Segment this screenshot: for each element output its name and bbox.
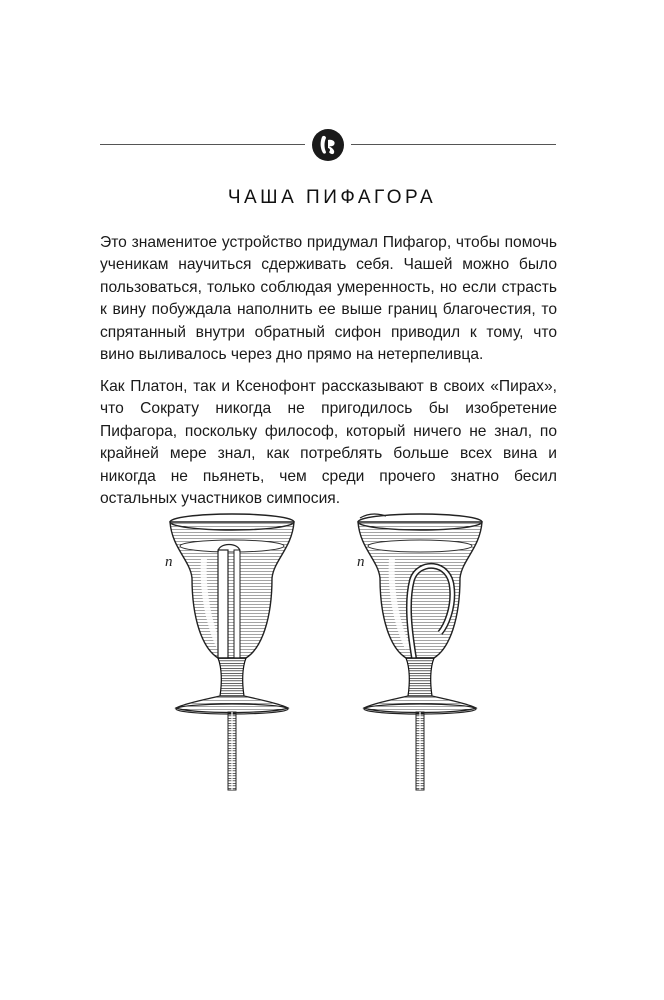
pythagorean-cup-figure [150,508,510,798]
cup-label-right: n [357,554,365,570]
rule-line-left [100,144,305,145]
chapter-title: ЧАША ПИФАГОРА [227,187,437,208]
cup-label-left: n [165,554,173,570]
logo-emblem-icon [311,128,345,162]
rule-line-right [351,144,556,145]
header-ornament [100,125,556,165]
paragraph-2: Как Платон, так и Ксенофонт рассказывают в своих «Пирах», что Сократу никогда не пригодилось бы изобретение Пифагора, поскольку философ, который ничего не знал, по крайней мере знал, как потреблять больше всех вина и никогда не пьянеть, чем среди прочего знатно бесил остальных участников симпосия. [100,378,557,508]
pythagorean-cup-siphon-engraving-icon [350,508,490,798]
pythagorean-cup-engraving-icon [162,508,302,798]
paragraph-1: Это знаменитое устройство придумал Пифагор, чтобы помочь ученикам научиться сдерживать себя. Чашей можно было пользоваться, только соблюдая умеренность, но если страсть к вину побуждала наполнить ее выше границ благочестия, то спрятанный внутри обратный сифон приводил к тому, что вино выливалось через дно прямо на нетерпеливца. [100,234,557,364]
